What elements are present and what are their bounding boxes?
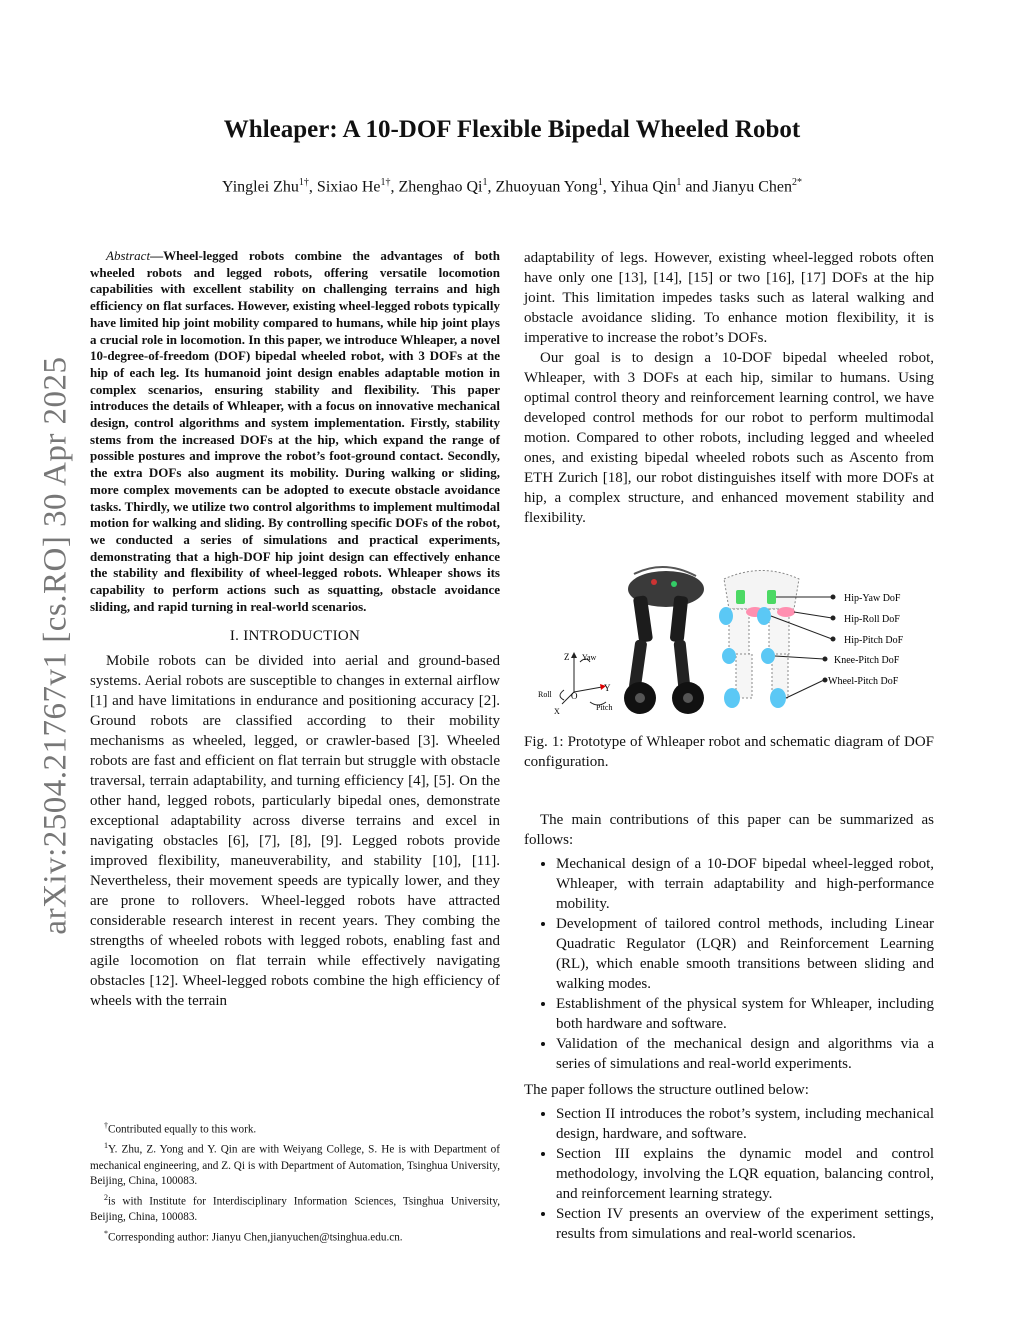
author-name: Sixiao He [316,178,381,196]
axis-label-y: Y [604,683,611,693]
left-column [90,248,500,1011]
intro-paragraph-1-continued: adaptability of legs. However, existing wheel-legged robots often have only one [13], [14], [15] or two [16], [17] DOFs at the hip joint. This limitation impedes tasks such as lateral walking and obstacle avoidance sliding. To enhance motion flexibility, it is imperative to increase the robot’s DOFs. [524,250,934,346]
abstract-text: Wheel-legged robots combine the advantages of both wheeled robots and legged robots, offering versatile locomotion capabilities with excellent stability on challenging terrains and high efficiency on flat surfaces. However, existing wheel-legged robots typically have limited hip joint mobility compared to humans, while hip joint plays a crucial role in locomotion. In this paper, we introduce Whleaper, a novel 10-degree-of-freedom (DOF) bipedal wheeled robot, with 3 DOFs at the hip of each leg. Its humanoid joint design enables adaptable motion in complex scenarios, ensuring stability and flexibility. This paper introduces the details of Whleaper, with a focus on innovative mechanical design, control algorithms and system implementation. Firstly, stability stems from the increased DOFs at the hip, which expand the range of possible postures and improve the robot’s foot-ground contact. Secondly, the extra DOFs also augment its mobility. During walking or sliding, more complex movements can be adopted to execute obstacle avoidance tasks. Thirdly, we utilize two control algorithms to implement multimodal motion for walking and sliding. By controlling specific DOFs of the robot, we conducted a series of simulations and practical experiments, demonstrating that a high-DOF hip joint design can effectively enhance the stability and flexibility of wheel-legged robots. Whleaper shows its capability to perform actions such as squatting, obstacle avoidance sliding, and rapid turning in real-world scenarios. [90,248,500,614]
author-affiliation: 1 [482,177,488,188]
section-heading-introduction: I. INTRODUCTION [229,628,361,645]
axis-label-roll: Roll [538,690,552,699]
author-separator: , [308,178,317,196]
author-name: Jianyu Chen [712,178,792,196]
axis-label-z: Z [564,652,570,662]
footnote-mark: 1 [104,1141,108,1151]
footnote [90,1118,500,1138]
intro-paragraph-1: Mobile robots can be divided into aerial and ground-based systems. Aerial robots are susceptible to changes in external airflow [1] and have limitations in endurance and positioning accuracy [2]. Ground robots are classified according to their mobility mechanisms as wheeled, legged, or crawler-based [3]. Wheeled robots are fast and efficient on flat terrain but struggle with obstacle traversal, terrain adaptability, and turning efficiency [4], [5]. On the other hand, legged robots, particularly bipedal ones, demonstrate exceptional adaptability across diverse terrains and excel in navigating obstacles [6], [7], [8], [9]. Legged robots provide improved flexibility, maneuverability, and stability [10], [11]. Nevertheless, their movement speeds are typically lower, and they are prone to rollovers. Wheel-legged robots have attracted considerable research interest in recent years. They combing the strengths of wheeled robots with legged robots, enabling fast and agile locomotion on flat terrain while effectively navigating obstacles [12]. Wheel-legged robots combine the high efficiency of wheels with the terrain [90,653,500,1010]
author-separator: , [390,178,399,196]
list-item: • Establishment of the physical system for Whleaper, including both hardware and software. [556,994,934,1034]
intro-paragraph-2: Our goal is to design a 10-DOF bipedal wheeled robot, Whleaper, with 3 DOFs at each hip, similar to humans. Using optimal control theory and reinforcement learning control, we have developed control methods for our robot to perform multimodal motion. Compared to other robots, including legged and wheeled ones, and existing bipedal wheeled robots such as Ascento from ETH Zurich [18], our robot distinguishes itself with more DOFs at hip, a complex structure, and enhanced movement stability and flexibility. [524,350,934,526]
author-affiliation: 1† [380,177,391,188]
structure-list [524,1104,934,1244]
arxiv-id: arXiv:2504.21767v1 [cs.RO] 30 Apr 2025 [37,355,74,935]
figure-1-caption: Fig. 1: Prototype of Whleaper robot and schematic diagram of DOF configuration. [524,734,934,770]
author-affiliation: 1 [676,177,682,188]
list-item: • Section IV presents an overview of the experiment settings, results from simulations and real-world scenarios. [556,1204,934,1244]
footnote-text: is with Institute for Interdisciplinary Information Sciences, Tsinghua University, Beijing, China, 100083. [90,1195,500,1224]
author-separator: , [487,178,496,196]
footnote [90,1138,500,1190]
list-item: • Section II introduces the robot’s system, including mechanical design, hardware, and software. [556,1104,934,1144]
footnote-text: Y. Zhu, Z. Yong and Y. Qin are with Weiyang College, S. He is with Department of mechanical engineering, and Z. Qi is with Department of Automation, Tsinghua University, Beijing, China, 100083. [90,1144,500,1188]
footnote-mark: * [104,1228,108,1238]
label-knee-pitch: Knee-Pitch DoF [834,655,900,666]
author-list [0,177,1024,196]
label-hip-pitch: Hip-Pitch DoF [844,635,904,646]
list-item: • Development of tailored control methods, including Linear Quadratic Regulator (LQR) and Reinforcement Learning (RL), which enable smooth transitions between sliding and walking modes. [556,914,934,994]
figure-1 [524,554,934,724]
right-column [524,248,934,1250]
robot-figure-drawing [524,554,934,724]
paper-title: Whleaper: A 10-DOF Flexible Bipedal Wheeled Robot [223,116,801,143]
abstract-label: Abstract [106,248,151,263]
author-name: Zhuoyuan Yong [495,178,598,196]
axis-label-yaw: Yaw [582,653,597,662]
author-name: Yihua Qin [610,178,677,196]
footnote [90,1226,500,1246]
contributions-intro: The main contributions of this paper can be summarized as follows: [524,812,934,848]
list-item: • Mechanical design of a 10-DOF bipedal wheel-legged robot, Whleaper, with terrain adaptability and high-performance mobility. [556,854,934,914]
robot-schematic [719,571,799,709]
label-hip-yaw: Hip-Yaw DoF [844,593,901,604]
structure-intro: The paper follows the structure outlined below: [524,1082,809,1098]
author-affiliation: 1 [597,177,603,188]
author-separator: , [602,178,611,196]
author-name: Yinglei Zhu [222,178,299,196]
label-hip-roll: Hip-Roll DoF [844,614,900,625]
author-affiliation: 1† [298,177,309,188]
abstract-dash: — [150,248,164,263]
footnote-text: Corresponding author: Jianyu Chen,jianyuchen@tsinghua.edu.cn. [108,1231,403,1244]
footnote-mark: † [104,1121,108,1130]
list-item: • Section III explains the dynamic model and control methodology, involving the LQR equation, balancing control, and reinforcement learning strategy. [556,1144,934,1204]
contributions-list [524,854,934,1074]
axis-label-pitch: Pitch [596,703,613,712]
axis-label-x: X [554,707,560,716]
footnote-mark: 2 [104,1192,108,1202]
footnote [90,1190,500,1226]
arxiv-sidebar [30,350,82,940]
footnotes [90,1118,500,1246]
author-name: Zhenghao Qi [398,178,483,196]
axis-label-origin: O [571,691,578,701]
label-wheel-pitch: Wheel-Pitch DoF [828,676,899,687]
author-separator: and [681,178,713,196]
footnote-text: Contributed equally to this work. [108,1123,257,1136]
robot-prototype-photo [624,567,704,714]
author-affiliation: 2* [791,177,802,188]
list-item: • Validation of the mechanical design and algorithms via a series of simulations and real-world experiments. [556,1034,934,1074]
abstract [90,248,500,615]
